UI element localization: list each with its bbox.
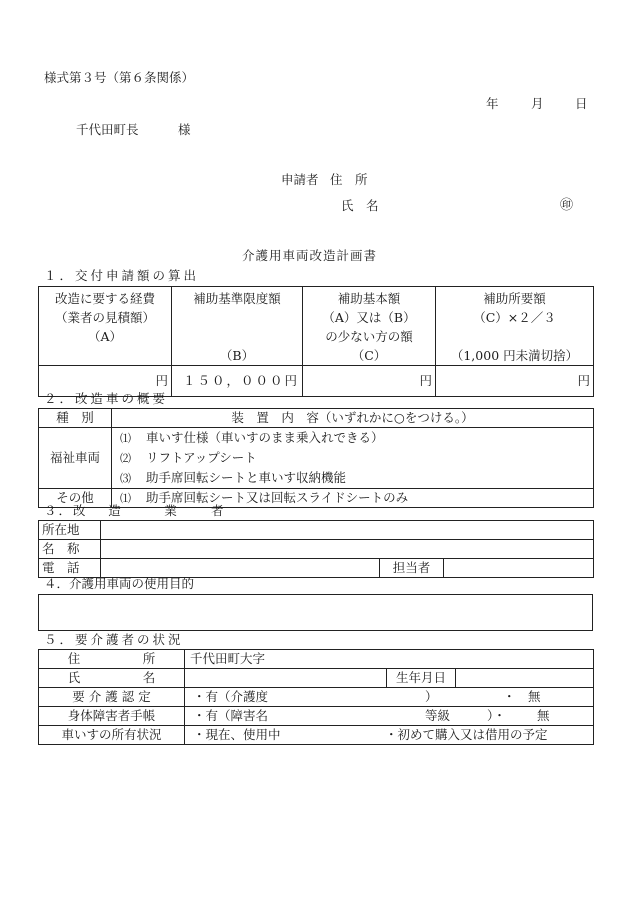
- addressee-name: 千代田町長: [76, 122, 139, 137]
- welfare-option-1[interactable]: ⑴ 車いす仕様（車いすのまま乗入れできる）: [120, 430, 384, 445]
- disability-handbook-label: 身体障害者手帳: [39, 707, 185, 726]
- contractor-phone-field[interactable]: [101, 559, 380, 578]
- contractor-name-label: 名 称: [39, 540, 101, 559]
- recipient-address-field[interactable]: 千代田町大字: [185, 650, 594, 669]
- welfare-vehicle-label: 福祉車両: [39, 428, 112, 489]
- date-year-label: 年: [486, 96, 499, 111]
- other-option-1[interactable]: ⑴ 助手席回転シート又は回転スライドシートのみ: [112, 489, 594, 508]
- value-cost[interactable]: 円: [39, 366, 172, 397]
- purpose-field[interactable]: [39, 595, 593, 631]
- care-recipient-table: [38, 649, 594, 745]
- value-base[interactable]: 円: [303, 366, 436, 397]
- cost-table: [38, 286, 594, 397]
- care-certification-field[interactable]: ・有（介護度 ） ・ 無: [185, 688, 594, 707]
- contractor-location-field[interactable]: [101, 521, 594, 540]
- welfare-vehicle-options: [112, 428, 594, 489]
- vehicle-table: [38, 408, 594, 508]
- section5-heading: ５．要介護者の状況: [44, 632, 184, 647]
- seal-mark: ㊞: [560, 198, 574, 213]
- section3-heading: ３．改 造 業 者: [44, 503, 224, 518]
- header-base: 補助基本額 （A）又は（B） の少ない方の額 （C）: [303, 287, 436, 366]
- value-limit: １５０，０００円: [172, 366, 303, 397]
- section4-heading: ４．介護用車両の使用目的: [44, 576, 195, 591]
- contractor-contact-label: 担当者: [380, 559, 444, 578]
- recipient-birth-label: 生年月日: [387, 669, 456, 688]
- wheelchair-status-label: 車いすの所有状況: [39, 726, 185, 745]
- header-required: 補助所要額 （C）×２／３ （1,000 円未満切捨）: [436, 287, 594, 366]
- header-limit: 補助基準限度額 （B）: [172, 287, 303, 366]
- col-type-header: 種 別: [39, 409, 112, 428]
- section1-heading: １．交付申請額の算出: [44, 268, 200, 283]
- date-month-label: 月: [531, 96, 544, 111]
- wheelchair-status-field[interactable]: ・現在、使用中 ・初めて購入又は借用の予定: [185, 726, 594, 745]
- header-cost: 改造に要する経費 （業者の見積額） （A）: [39, 287, 172, 366]
- form-number: 様式第３号（第６条関係）: [44, 70, 195, 85]
- recipient-address-label: 住 所: [39, 650, 185, 669]
- disability-handbook-field[interactable]: ・有（障害名 等級 ）・ 無: [185, 707, 594, 726]
- section2-heading: ２．改造車の概要: [44, 391, 169, 406]
- contractor-table: [38, 520, 594, 578]
- recipient-name-field[interactable]: [185, 669, 387, 688]
- other-vehicle-label: その他: [39, 489, 112, 508]
- care-certification-label: 要 介 護 認 定: [39, 688, 185, 707]
- contractor-phone-label: 電 話: [39, 559, 101, 578]
- col-content-header: 装 置 内 容（いずれかに○をつける。）: [112, 409, 594, 428]
- purpose-table: [38, 594, 593, 631]
- recipient-birth-field[interactable]: [456, 669, 594, 688]
- value-required[interactable]: 円: [436, 366, 594, 397]
- date-day-label: 日: [575, 96, 588, 111]
- applicant-address-label: 住 所: [330, 172, 368, 187]
- recipient-name-label: 氏 名: [39, 669, 185, 688]
- welfare-option-2[interactable]: ⑵ リフトアップシート: [120, 450, 257, 465]
- contractor-name-field[interactable]: [101, 540, 594, 559]
- addressee-honorific: 様: [178, 122, 191, 137]
- document-title: 介護用車両改造計画書: [242, 248, 378, 263]
- contractor-location-label: 所在地: [39, 521, 101, 540]
- applicant-label: 申請者: [281, 172, 319, 187]
- welfare-option-3[interactable]: ⑶ 助手席回転シートと車いす収納機能: [120, 470, 347, 485]
- contractor-contact-field[interactable]: [444, 559, 594, 578]
- applicant-name-label: 氏 名: [341, 198, 379, 213]
